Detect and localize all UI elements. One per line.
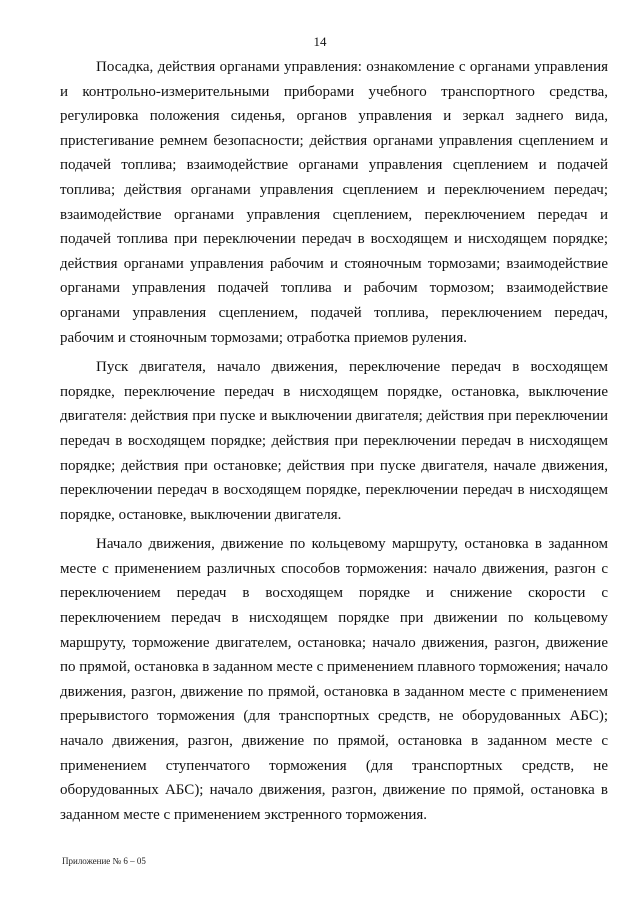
paragraph-vehicle-controls: Посадка, действия органами управления: ознакомление с органами управления и контрольно-измерительными приборами учебного транспортного средства, регулировка положения сиденья, органов управления и зеркал заднего вида, пристегивание ремнем безопасности; действия органами управления сцеплением и подачей топлива; взаимодействие органами управления сцеплением и подачей топлива; действия органами управления сцеплением и переключением передач; взаимодействие органами управления сцеплением, переключением передач и подачей топлива при переключении передач в восходящем и нисходящем порядке; действия органами управления рабочим и стояночным тормозами; взаимодействие органами управления подачей топлива и рабочим тормозом; взаимодействие органами управления сцеплением, подачей топлива, переключением передач, рабочим и стояночным тормозами; отработка приемов руления. — [60, 59, 608, 346]
document-body — [60, 55, 608, 827]
page-footer: Приложение № 6 – 05 — [62, 856, 146, 866]
paragraph-engine-start: Пуск двигателя, начало движения, переключение передач в восходящем порядке, переключение передач в нисходящем порядке, остановка, выключение двигателя: действия при пуске и выключении двигателя; действия при переключении передач в восходящем порядке; действия при переключении передач в нисходящем порядке; действия при остановке; действия при пуске двигателя, начале движения, переключении передач в восходящем порядке, переключении передач в нисходящем порядке, остановке, выключении двигателя. — [60, 359, 608, 523]
page-number: 14 — [313, 34, 327, 49]
paragraph-circular-route: Начало движения, движение по кольцевому маршруту, остановка в заданном месте с применением различных способов торможения: начало движения, разгон с переключением передач в восходящем порядке и снижение скорости с переключением передач в нисходящем порядке при движении по кольцевому маршруту, торможение двигателем, остановка; начало движения, разгон, движение по прямой, остановка в заданном месте с применением плавного торможения; начало движения, разгон, движение по прямой, остановка в заданном месте с применением прерывистого торможения (для транспортных средств, не оборудованных АБС); начало движения, разгон, движение по прямой, остановка в заданном месте с применением ступенчатого торможения (для транспортных средств, не оборудованных АБС); начало движения, разгон, движение по прямой, остановка в заданном месте с применением экстренного торможения. — [60, 536, 608, 823]
